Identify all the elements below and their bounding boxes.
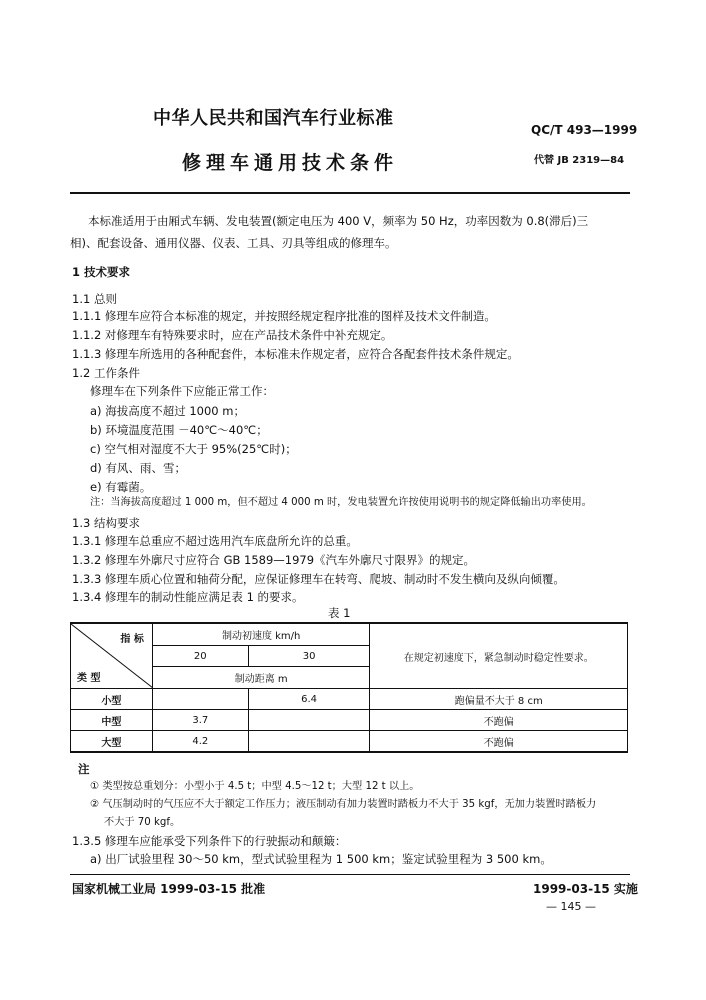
section-1-heading: 1 技术要求 xyxy=(72,265,131,279)
corner-label-indicator: 指 标 xyxy=(120,634,144,645)
clause-1-1-3: 1.1.3 修理车所选用的各种配套件，本标准未作规定者，应符合各配套件技术条件规定。 xyxy=(72,347,519,361)
row-type-large: 大型 xyxy=(71,731,153,753)
table-1-caption: 表 1 xyxy=(328,606,351,620)
row-large-v30 xyxy=(248,731,370,753)
table-row xyxy=(71,689,628,710)
row-small-v30: 6.4 xyxy=(248,689,370,710)
header-rule xyxy=(70,192,630,194)
row-small-requirement: 跑偏量不大于 8 cm xyxy=(370,689,628,710)
section-1-2-heading: 1.2 工作条件 xyxy=(72,366,140,380)
row-medium-requirement: 不跑偏 xyxy=(370,710,628,731)
intro-line-1: 本标准适用于由厢式车辆、发电装置(额定电压为 400 V，频率为 50 Hz，功率因数为 0.8(滞后)三 xyxy=(88,214,589,228)
row-medium-v20: 3.7 xyxy=(152,710,248,731)
intro-line-2: 相)、配套设备、通用仪器、仪表、工具、刃具等组成的修理车。 xyxy=(70,236,397,250)
condition-c: c) 空气相对湿度不大于 95%(25℃时)； xyxy=(90,442,297,456)
condition-a: a) 海拔高度不超过 1000 m； xyxy=(90,404,245,418)
condition-e: e) 有霉菌。 xyxy=(90,480,152,494)
document-title: 修理车通用技术条件 xyxy=(182,152,399,174)
table-row xyxy=(71,731,628,753)
clause-1-3-5-item-a: a) 出厂试验里程 30～50 km，型式试验里程为 1 500 km；鉴定试验里程为 3 500 km。 xyxy=(90,852,552,866)
table-notes-heading: 注 xyxy=(78,762,90,776)
table-header-row-1 xyxy=(71,623,628,645)
condition-d: d) 有风、雨、雪； xyxy=(90,461,186,475)
distance-header-cell: 制动距离 m xyxy=(152,667,370,689)
section-1-1-heading: 1.1 总则 xyxy=(72,292,117,306)
stability-header-cell: 在规定初速度下，紧急制动时稳定性要求。 xyxy=(370,623,628,689)
clause-1-3-3: 1.3.3 修理车质心位置和轴荷分配，应保证修理车在转弯、爬坡、制动时不发生横向及纵向倾覆。 xyxy=(72,572,565,586)
table-note-1: ① 类型按总重划分：小型小于 4.5 t；中型 4.5～12 t；大型 12 t 以上。 xyxy=(90,781,420,792)
speed-header-cell: 制动初速度 km/h xyxy=(152,623,370,645)
clause-1-1-1: 1.1.1 修理车应符合本标准的规定，并按照经规定程序批准的图样及技术文件制造。 xyxy=(72,309,496,323)
page-number: — 145 — xyxy=(546,900,596,913)
section-1-3-heading: 1.3 结构要求 xyxy=(72,516,140,530)
table-note-2-line-2: 不大于 70 kgf。 xyxy=(104,817,181,828)
corner-label-type: 类 型 xyxy=(77,673,101,684)
clause-1-3-1: 1.3.1 修理车总重应不超过选用汽车底盘所允许的总重。 xyxy=(72,534,358,548)
clause-1-3-4: 1.3.4 修理车的制动性能应满足表 1 的要求。 xyxy=(72,590,304,604)
standard-code: QC/T 493—1999 xyxy=(531,123,638,137)
replaces-standard: 代替 JB 2319—84 xyxy=(534,155,625,166)
row-large-v20: 4.2 xyxy=(152,731,248,753)
footer-rule xyxy=(70,874,630,875)
table-row xyxy=(71,710,628,731)
speed-30-cell: 30 xyxy=(248,645,370,667)
table-note-2-line-1: ② 气压制动时的气压应不大于额定工作压力；液压制动有加力装置时踏板力不大于 35 kgf，无加力装置时踏板力 xyxy=(90,799,597,810)
working-conditions-lead: 修理车在下列条件下应能正常工作： xyxy=(90,384,274,398)
row-medium-v30 xyxy=(248,710,370,731)
row-large-requirement: 不跑偏 xyxy=(370,731,628,753)
altitude-note: 注：当海拔高度超过 1 000 m，但不超过 4 000 m 时，发电装置允许按使用说明书的规定降低输出功率使用。 xyxy=(90,497,592,508)
braking-performance-table xyxy=(70,622,628,753)
clause-1-3-5: 1.3.5 修理车应能承受下列条件下的行驶振动和颠簸： xyxy=(72,834,347,848)
speed-20-cell: 20 xyxy=(152,645,248,667)
clause-1-1-2: 1.1.2 对修理车有特殊要求时，应在产品技术条件中补充规定。 xyxy=(72,328,393,342)
clause-1-3-2: 1.3.2 修理车外廓尺寸应符合 GB 1589—1979《汽车外廓尺寸限界》的规定。 xyxy=(72,553,476,567)
row-type-medium: 中型 xyxy=(71,710,153,731)
standard-organization-title: 中华人民共和国汽车行业标准 xyxy=(153,108,394,129)
effective-date: 1999-03-15 实施 xyxy=(533,882,638,896)
row-type-small: 小型 xyxy=(71,689,153,710)
table-corner-cell xyxy=(71,623,153,689)
condition-b: b) 环境温度范围 －40℃～40℃； xyxy=(90,423,268,437)
row-small-v20 xyxy=(152,689,248,710)
approval-date: 国家机械工业局 1999-03-15 批准 xyxy=(72,882,266,896)
